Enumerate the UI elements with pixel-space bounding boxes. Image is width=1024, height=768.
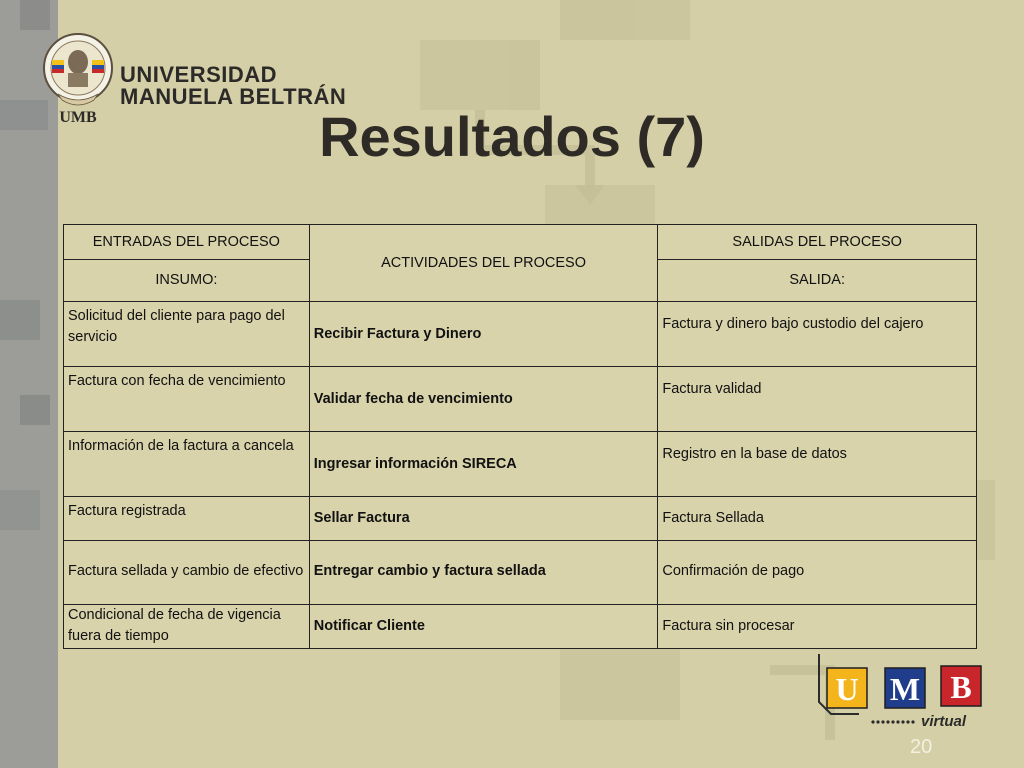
- cell-actividad: Validar fecha de vencimiento: [309, 367, 658, 432]
- brand-letter-b: B: [950, 669, 972, 705]
- cell-salida: Factura sin procesar: [658, 605, 977, 649]
- brand-letter-m: M: [889, 671, 921, 707]
- university-name-line2: MANUELA BELTRÁN: [120, 84, 347, 109]
- table-row: [64, 605, 977, 649]
- cell-salida: Registro en la base de datos: [658, 432, 977, 497]
- cell-insumo: Factura registrada: [64, 497, 310, 541]
- table-row: [64, 497, 977, 541]
- brand-letter-u: U: [835, 671, 859, 707]
- page-number: 20: [910, 736, 933, 758]
- brand-word-virtual: virtual: [921, 713, 967, 730]
- seal-umb-text: UMB: [59, 109, 97, 126]
- university-name-line1: UNIVERSIDAD: [120, 62, 278, 87]
- university-name: [120, 64, 346, 108]
- process-table: [63, 224, 977, 649]
- table-row: [64, 541, 977, 605]
- header-outputs: SALIDAS DEL PROCESO: [658, 225, 977, 260]
- cell-actividad: Ingresar información SIRECA: [309, 432, 658, 497]
- cell-insumo: Solicitud del cliente para pago del servicio: [64, 302, 310, 367]
- cell-actividad: Sellar Factura: [309, 497, 658, 541]
- header-activities: ACTIVIDADES DEL PROCESO: [309, 225, 658, 302]
- header-input-sub: INSUMO:: [64, 260, 310, 302]
- header-inputs: ENTRADAS DEL PROCESO: [64, 225, 310, 260]
- table-row: [64, 367, 977, 432]
- cell-insumo: Condicional de fecha de vigencia fuera de tiempo: [64, 605, 310, 649]
- cell-actividad: Notificar Cliente: [309, 605, 658, 649]
- cell-salida: Confirmación de pago: [658, 541, 977, 605]
- cell-actividad: Entregar cambio y factura sellada: [309, 541, 658, 605]
- cell-insumo: Factura sellada y cambio de efectivo: [64, 541, 310, 605]
- slide-title: Resultados (7): [319, 105, 705, 168]
- umb-virtual-logo: [815, 652, 987, 732]
- table-row: [64, 302, 977, 367]
- cell-insumo: Factura con fecha de vencimiento: [64, 367, 310, 432]
- cell-salida: Factura y dinero bajo custodio del cajero: [658, 302, 977, 367]
- cell-insumo: Información de la factura a cancela: [64, 432, 310, 497]
- cell-salida: Factura Sellada: [658, 497, 977, 541]
- cell-actividad: Recibir Factura y Dinero: [309, 302, 658, 367]
- cell-salida: Factura validad: [658, 367, 977, 432]
- table-row: [64, 432, 977, 497]
- header-output-sub: SALIDA:: [658, 260, 977, 302]
